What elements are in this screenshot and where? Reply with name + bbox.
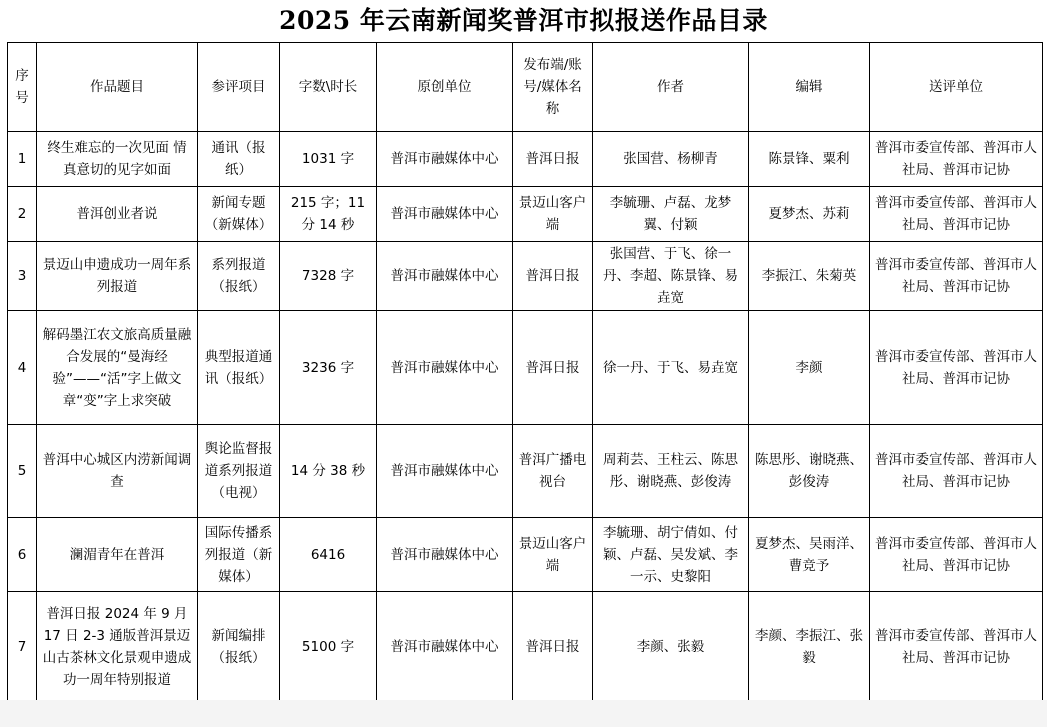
cell-submitter: 普洱市委宣传部、普洱市人社局、普洱市记协: [870, 518, 1043, 592]
cell-publisher: 普洱日报: [513, 311, 593, 425]
header-category: 参评项目: [198, 43, 280, 132]
table-row: [8, 518, 1043, 592]
cell-seq: 2: [8, 187, 37, 242]
cell-publisher: 普洱日报: [513, 592, 593, 702]
cell-submitter: 普洱市委宣传部、普洱市人社局、普洱市记协: [870, 425, 1043, 518]
cell-author: 周莉芸、王柱云、陈思彤、谢晓燕、彭俊涛: [593, 425, 749, 518]
cell-submitter: 普洱市委宣传部、普洱市人社局、普洱市记协: [870, 311, 1043, 425]
cell-work-title: 解码墨江农文旅高质量融合发展的“曼海经验”——“活”字上做文章“变”字上求突破: [37, 311, 198, 425]
header-original-unit: 原创单位: [377, 43, 513, 132]
cell-editor: 陈景锋、粟利: [749, 132, 870, 187]
cell-submitter: 普洱市委宣传部、普洱市人社局、普洱市记协: [870, 592, 1043, 702]
cell-seq: 1: [8, 132, 37, 187]
cell-original-unit: 普洱市融媒体中心: [377, 311, 513, 425]
cell-author: 张国营、于飞、徐一丹、李超、陈景锋、易垚宽: [593, 242, 749, 311]
table-row: [8, 311, 1043, 425]
cell-length: 14 分 38 秒: [280, 425, 377, 518]
header-author: 作者: [593, 43, 749, 132]
table-row: [8, 132, 1043, 187]
cell-publisher: 普洱广播电视台: [513, 425, 593, 518]
cell-publisher: 普洱日报: [513, 132, 593, 187]
cell-publisher: 景迈山客户端: [513, 518, 593, 592]
cell-category: 系列报道（报纸）: [198, 242, 280, 311]
cell-editor: 夏梦杰、吴雨洋、曹竞予: [749, 518, 870, 592]
cell-category: 舆论监督报道系列报道（电视）: [198, 425, 280, 518]
cell-category: 国际传播系列报道（新媒体）: [198, 518, 280, 592]
cell-publisher: 景迈山客户端: [513, 187, 593, 242]
page-bottom-strip: [0, 700, 1047, 727]
cell-length: 3236 字: [280, 311, 377, 425]
header-work-title: 作品题目: [37, 43, 198, 132]
cell-length: 7328 字: [280, 242, 377, 311]
cell-original-unit: 普洱市融媒体中心: [377, 242, 513, 311]
cell-original-unit: 普洱市融媒体中心: [377, 518, 513, 592]
cell-editor: 李颜、李振江、张毅: [749, 592, 870, 702]
cell-editor: 陈思彤、谢晓燕、彭俊涛: [749, 425, 870, 518]
cell-seq: 4: [8, 311, 37, 425]
cell-original-unit: 普洱市融媒体中心: [377, 187, 513, 242]
cell-category: 通讯（报纸）: [198, 132, 280, 187]
header-submitter: 送评单位: [870, 43, 1043, 132]
cell-work-title: 澜湄青年在普洱: [37, 518, 198, 592]
page-title: 2025 年云南新闻奖普洱市拟报送作品目录: [279, 6, 768, 35]
cell-work-title: 普洱日报 2024 年 9 月 17 日 2-3 通版普洱景迈山古茶林文化景观申遗成功一周年特别报道: [37, 592, 198, 702]
cell-category: 典型报道通讯（报纸）: [198, 311, 280, 425]
table-header-row: [8, 43, 1043, 132]
cell-original-unit: 普洱市融媒体中心: [377, 132, 513, 187]
cell-submitter: 普洱市委宣传部、普洱市人社局、普洱市记协: [870, 242, 1043, 311]
cell-author: 张国营、杨柳青: [593, 132, 749, 187]
cell-submitter: 普洱市委宣传部、普洱市人社局、普洱市记协: [870, 187, 1043, 242]
cell-length: 6416: [280, 518, 377, 592]
cell-work-title: 普洱创业者说: [37, 187, 198, 242]
cell-publisher: 普洱日报: [513, 242, 593, 311]
cell-length: 1031 字: [280, 132, 377, 187]
cell-editor: 李振江、朱菊英: [749, 242, 870, 311]
table-row: [8, 592, 1043, 702]
cell-editor: 夏梦杰、苏莉: [749, 187, 870, 242]
header-publisher: 发布端/账号/媒体名称: [513, 43, 593, 132]
cell-category: 新闻专题（新媒体）: [198, 187, 280, 242]
cell-author: 李毓珊、卢磊、龙梦翼、付颖: [593, 187, 749, 242]
cell-work-title: 终生难忘的一次见面 情真意切的见字如面: [37, 132, 198, 187]
table-row: [8, 242, 1043, 311]
table-row: [8, 425, 1043, 518]
cell-original-unit: 普洱市融媒体中心: [377, 592, 513, 702]
header-seq: 序号: [8, 43, 37, 132]
header-editor: 编辑: [749, 43, 870, 132]
cell-editor: 李颜: [749, 311, 870, 425]
cell-length: 5100 字: [280, 592, 377, 702]
cell-author: 李颜、张毅: [593, 592, 749, 702]
cell-work-title: 普洱中心城区内涝新闻调查: [37, 425, 198, 518]
cell-category: 新闻编排（报纸）: [198, 592, 280, 702]
cell-seq: 6: [8, 518, 37, 592]
cell-original-unit: 普洱市融媒体中心: [377, 425, 513, 518]
header-length: 字数\时长: [280, 43, 377, 132]
cell-length: 215 字；11 分 14 秒: [280, 187, 377, 242]
cell-author: 徐一丹、于飞、易垚宽: [593, 311, 749, 425]
table-row: [8, 187, 1043, 242]
works-table: [7, 42, 1043, 702]
cell-work-title: 景迈山申遗成功一周年系列报道: [37, 242, 198, 311]
cell-seq: 7: [8, 592, 37, 702]
cell-seq: 3: [8, 242, 37, 311]
cell-seq: 5: [8, 425, 37, 518]
cell-author: 李毓珊、胡宁倩如、付颖、卢磊、吴发斌、李一示、史黎阳: [593, 518, 749, 592]
cell-submitter: 普洱市委宣传部、普洱市人社局、普洱市记协: [870, 132, 1043, 187]
